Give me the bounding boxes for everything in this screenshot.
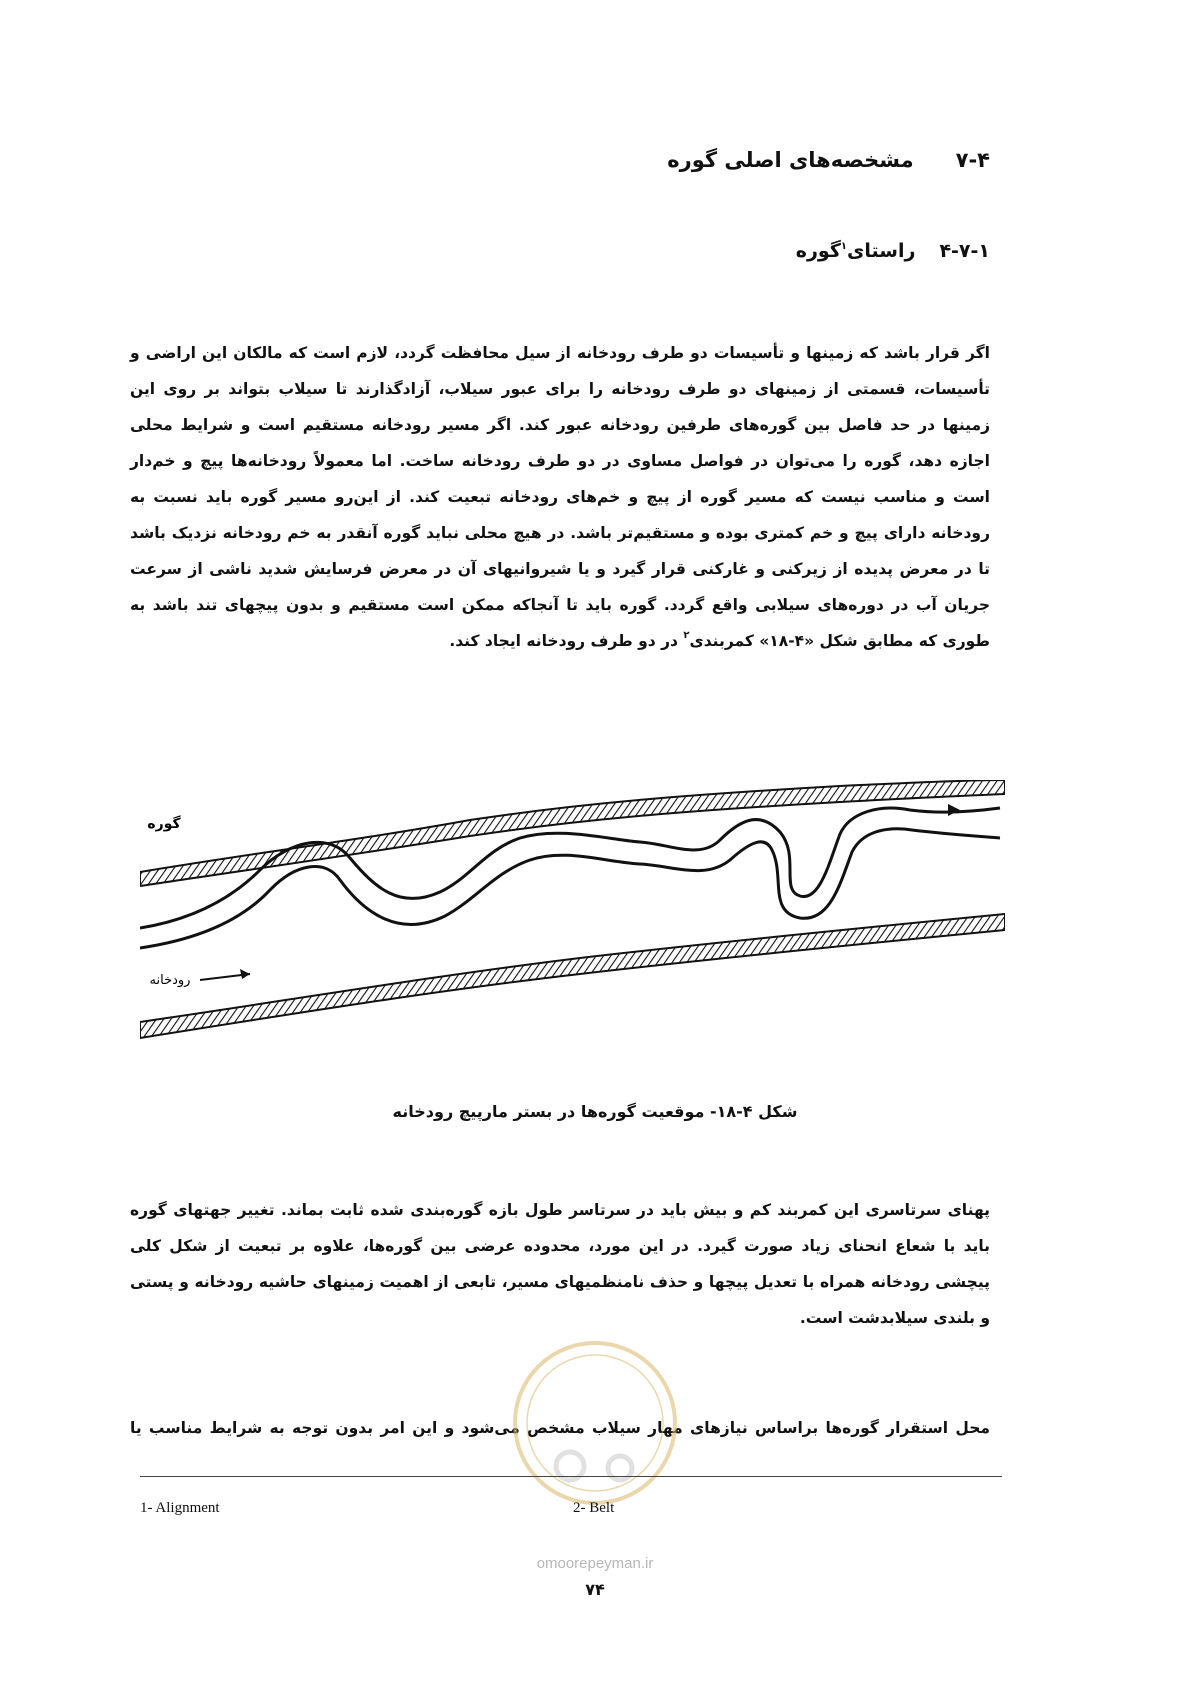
footnote-separator bbox=[140, 1476, 1002, 1477]
paragraph-levee-alignment bbox=[130, 335, 990, 659]
river-bank-upper bbox=[140, 808, 1000, 928]
section-number: ۷-۴ bbox=[955, 148, 990, 172]
section-heading bbox=[290, 148, 990, 172]
subsection-heading bbox=[290, 240, 990, 262]
watermark-logo bbox=[510, 1338, 680, 1508]
footnote-ref-1: ۱ bbox=[840, 241, 847, 252]
watermark-site: omoorepeyman.ir bbox=[536, 1555, 654, 1572]
levee-bottom-band bbox=[140, 914, 1005, 1038]
paragraph1-last-line-after: در دو طرف رودخانه ایجاد کند. bbox=[449, 632, 678, 650]
figure-caption: شکل ۴-۱۸- موقعیت گوره‌ها در بستر مارپیچ رودخانه bbox=[392, 1102, 798, 1121]
meandering-river-figure bbox=[140, 780, 1005, 1040]
paragraph1-text: اگر قرار باشد که زمینها و تأسیسات دو طرف رودخانه از سیل محافظت گردد، لازم است که مالکان این اراضی و تأسیسات، قسمتی از زمینهای دو طرف رودخانه را برای عبور سیلاب، آزادگذارند تا سیلاب بتواند بر روی این زمینها در حد فاصل بین گوره‌های طرفین رودخانه عبور کند. اگر مسیر رودخانه مستقیم است و شرایط محلی اجازه دهد، گوره را می‌توان در فواصل مساوی در دو طرف رودخانه ساخت. اما معمولاً رودخانه‌ها پیچ و خم‌دار است و مناسب نیست که مسیر گوره از پیچ و خم‌های رودخانه تبعیت کند. از این‌رو مسیر گوره باید نسبت به رودخانه دارای پیچ و خم کمتری بوده و مستقیم‌تر باشد. در هیچ محلی نباید گوره آنقدر به خم رودخانه نزدیک باشد تا در معرض پدیده از زیرکنی و غارکنی قرار گیرد و یا شیروانیهای آن در معرض فرسایش شدید ناشی از سرعت جریان آب در دوره‌های سیلابی واقع گردد. گوره باید تا آنجاکه ممکن است مستقیم و بدون پیچهای تند باشد به طوری که مطابق bbox=[130, 344, 990, 650]
subsection-number: ۴-۷-۱ bbox=[939, 240, 990, 262]
page-number: ۷۴ bbox=[585, 1580, 605, 1599]
subsection-title-before: راستای bbox=[846, 240, 916, 262]
paragraph-levee-location: محل استقرار گوره‌ها براساس نیازهای مهار سیلاب مشخص می‌شود و این امر بدون توجه به شرایط مناسب یا bbox=[130, 1419, 990, 1437]
levee-arrowhead bbox=[948, 804, 960, 816]
section-title: مشخصه‌های اصلی گوره bbox=[667, 148, 914, 172]
paragraph-belt-width: پهنای سرتاسری این کمربند کم و بیش باید در سرتاسر طول بازه گوره‌بندی شده ثابت بماند. تغییر جهتهای گوره باید با شعاع انحنای زیاد صورت گیرد. در این مورد، محدوده عرضی بین گوره‌ها، علاوه بر تبعیت از شکل کلی پیچشی رودخانه همراه با تعدیل پیچها و حذف نامنظمیهای مسیر، تابعی از اهمیت زمینهای حاشیه رودخانه و پستی و بلندی سیلابدشت است. bbox=[130, 1201, 990, 1327]
footnote-1: 1- Alignment bbox=[140, 1500, 220, 1516]
subsection-title-after: گوره bbox=[795, 240, 841, 262]
river-flow-arrowhead bbox=[240, 969, 250, 979]
footnote-ref-2: ۲ bbox=[683, 630, 690, 641]
footnote-2: 2- Belt bbox=[573, 1500, 615, 1516]
figure-label-river: رودخانه bbox=[149, 973, 191, 988]
paragraph1-last-line-before: شکل «۴-۱۸» کمربندی bbox=[689, 632, 858, 650]
figure-label-levee: گوره bbox=[147, 816, 181, 832]
